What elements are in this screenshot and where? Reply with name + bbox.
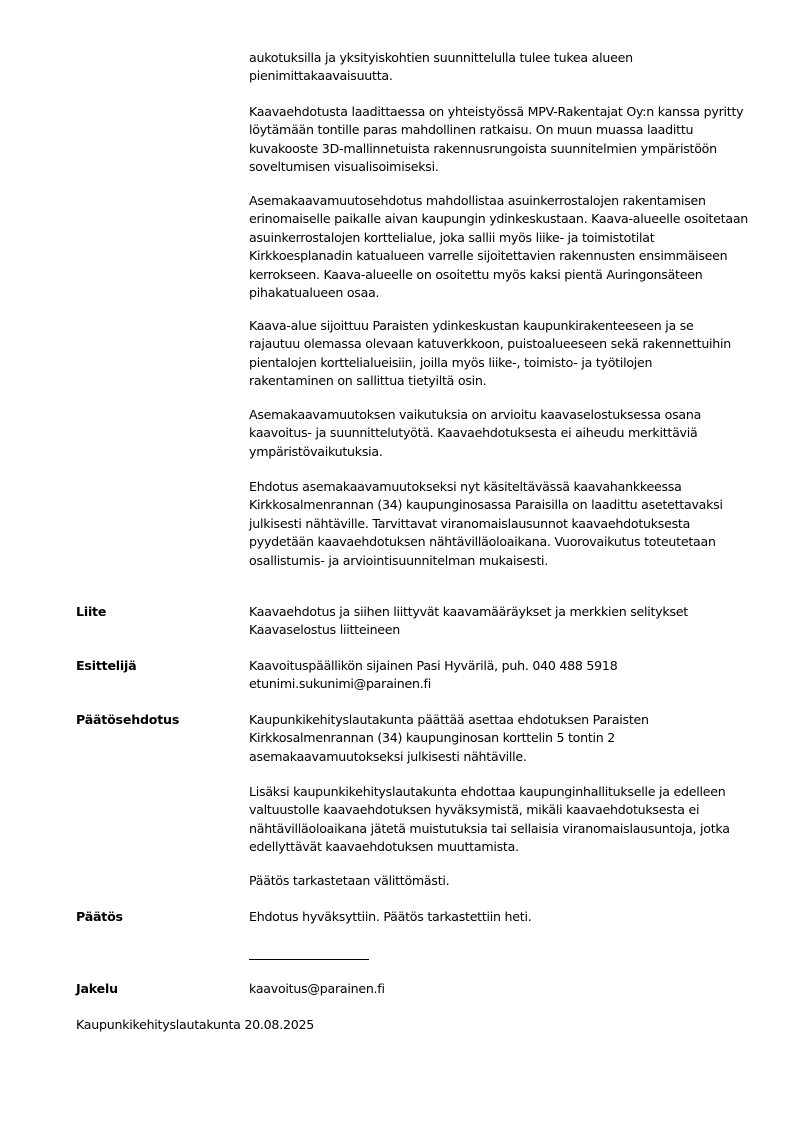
text-line: rajautuu olemassa olevaan katuverkkoon, puistoalueeseen sekä rakennettuihin [249, 336, 732, 352]
text-line: pientalojen korttelialueisiin, joilla myös liike-, toimisto- ja työtilojen [249, 354, 653, 370]
text-line: Kaavaehdotus ja siihen liittyvät kaavamääräykset ja merkkien selitykset [249, 604, 688, 619]
text-line: rakentaminen on sallittua tietyiltä osin. [249, 373, 487, 389]
body-paragraph-1 [249, 49, 749, 86]
body-paragraph-3 [249, 192, 749, 302]
body-paragraph-2 [249, 103, 749, 177]
text-line: ympäristövaikutuksia. [249, 443, 383, 459]
section-content-jakelu [249, 980, 749, 998]
section-label-paatos: Päätös [76, 909, 123, 924]
body-paragraph-5 [249, 406, 749, 461]
text-line: pienimittakaavaisuutta. [249, 68, 393, 84]
paatosehdotus-paragraph-3 [249, 872, 749, 890]
body-paragraph-4 [249, 317, 749, 391]
text-line: Kaava-alue sijoittuu Paraisten ydinkeskustan kaupunkirakenteeseen ja se [249, 318, 694, 333]
section-label-esittelija: Esittelijä [76, 658, 137, 673]
text-line: Kirkkosalmenrannan (34) kaupunginosassa Paraisilla on laadittu asetettavaksi [249, 497, 723, 513]
section-content-esittelija [249, 657, 749, 694]
text-line: Kaavoituspäällikön sijainen Pasi Hyvärilä, puh. 040 488 5918 [249, 658, 618, 673]
text-line: Lisäksi kaupunkikehityslautakunta ehdottaa kaupunginhallitukselle ja edelleen [249, 784, 726, 799]
text-line: kerrokseen. Kaava-alueelle on osoitettu myös kaksi pientä Auringonsäteen [249, 266, 703, 282]
email-text: kaavoitus@parainen.fi [249, 981, 385, 996]
section-label-liite: Liite [76, 604, 107, 619]
section-content-liite [249, 603, 749, 640]
text-line: Kaavaselostus liitteineen [249, 622, 401, 638]
section-content-paatos [249, 908, 749, 926]
signature-rule [249, 959, 369, 960]
text-line: Ehdotus hyväksyttiin. Päätös tarkastettiin heti. [249, 909, 532, 924]
text-line: Asemakaavamuutoksen vaikutuksia on arvioitu kaavaselostuksessa osana [249, 407, 702, 422]
section-label-jakelu: Jakelu [76, 981, 118, 996]
paatosehdotus-paragraph-1 [249, 711, 749, 766]
text-line: asemakaavamuutokseksi julkisesti nähtäville. [249, 748, 527, 764]
text-line: Asemakaavamuutosehdotus mahdollistaa asuinkerrostalojen rakentamisen [249, 193, 706, 208]
section-label-paatosehdotus: Päätösehdotus [76, 712, 180, 727]
text-line: pyydetään kaavaehdotuksen nähtävilläoloaikana. Vuorovaikutus toteutetaan [249, 534, 716, 550]
page-footer: Kaupunkikehityslautakunta 20.08.2025 [76, 1017, 314, 1032]
text-line: Kaupunkikehityslautakunta päättää asettaa ehdotuksen Paraisten [249, 712, 649, 727]
text-line: aukotuksilla ja yksityiskohtien suunnittelulla tulee tukea alueen [249, 50, 633, 65]
text-line: asuinkerrostalojen korttelialue, joka sallii myös liike- ja toimistotilat [249, 229, 655, 245]
text-line: soveltumisen visualisoimiseksi. [249, 159, 439, 175]
text-line: Kaavaehdotusta laadittaessa on yhteistyössä MPV-Rakentajat Oy:n kanssa pyritty [249, 104, 744, 119]
text-line: kuvakooste 3D-mallinnetuista rakennusrungoista suunnitelmien ympäristöön [249, 140, 717, 156]
text-line: edellyttävät kaavaehdotuksen muuttamista. [249, 839, 519, 855]
text-line: Päätös tarkastetaan välittömästi. [249, 873, 450, 888]
body-paragraph-6 [249, 478, 749, 570]
text-line: löytämään tontille paras mahdollinen ratkaisu. On muun muassa laadittu [249, 122, 694, 138]
text-line: osallistumis- ja arviointisuunnitelman mukaisesti. [249, 552, 549, 568]
email-text: etunimi.sukunimi@parainen.fi [249, 676, 431, 692]
text-line: nähtävilläoloaikana jätetä muistutuksia tai sellaisia viranomaislausuntoja, jotka [249, 820, 730, 836]
text-line: erinomaiselle paikalle aivan kaupungin ydinkeskustaan. Kaava-alueelle osoitetaan [249, 211, 749, 227]
text-line: valtuustolle kaavaehdotuksen hyväksymistä, mikäli kaavaehdotuksesta ei [249, 802, 700, 818]
text-line: pihakatualueen osaa. [249, 285, 380, 301]
paatosehdotus-paragraph-2 [249, 783, 749, 857]
text-line: Kirkkoesplanadin katualueen varrelle sijoitettavien rakennusten ensimmäiseen [249, 248, 728, 264]
text-line: Ehdotus asemakaavamuutokseksi nyt käsiteltävässä kaavahankkeessa [249, 479, 682, 494]
text-line: kaavoitus- ja suunnittelutyötä. Kaavaehdotuksesta ei aiheudu merkittäviä [249, 425, 698, 441]
text-line: julkisesti nähtäville. Tarvittavat viranomaislausunnot kaavaehdotuksesta [249, 515, 691, 531]
text-line: Kirkkosalmenrannan (34) kaupunginosan korttelin 5 tontin 2 [249, 730, 616, 746]
